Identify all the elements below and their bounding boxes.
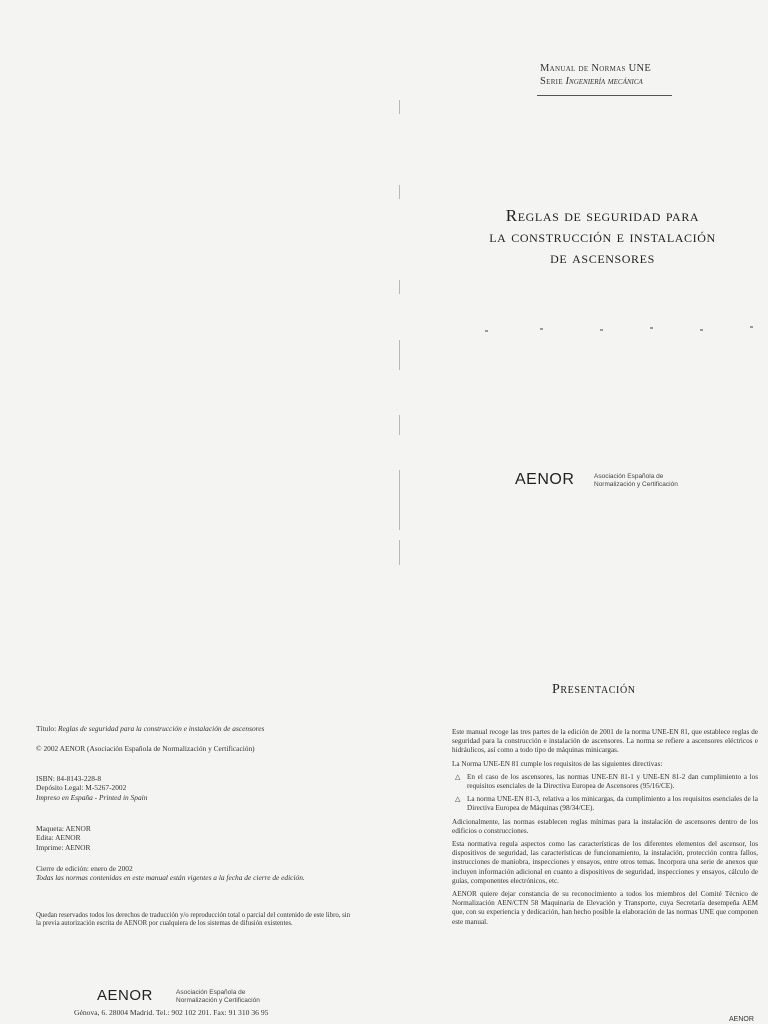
bullet-item xyxy=(452,795,758,813)
scan-speck xyxy=(750,326,753,328)
scan-speck xyxy=(600,329,603,331)
bullet-icon: △ xyxy=(455,795,461,804)
printed-in: Impreso en España - Printed in Spain xyxy=(36,792,148,802)
paragraph: La Norma UNE-EN 81 cumple los requisitos de las siguientes directivas: xyxy=(452,759,663,768)
series-line-2 xyxy=(540,75,651,88)
paragraph: Este manual recoge las tres partes de la edición de 2001 de la norma UNE-EN 81, que establece reglas de seguridad para la construcción e instalación de ascensores. La norma se refiere a ascensores eléctricos e hidráulicos, así como a todo tipo de máquinas minicargas. xyxy=(452,728,758,755)
series-divider xyxy=(537,95,672,96)
credit-imprime: Imprime: AENOR xyxy=(36,842,91,852)
bullet-icon: △ xyxy=(455,772,461,781)
colophon-title-value: Reglas de seguridad para la construcción e instalación de ascensores xyxy=(57,724,265,733)
scan-speck xyxy=(540,328,543,330)
book-title-line-3: de ascensores xyxy=(550,248,655,267)
copyright-line: © 2002 AENOR (Asociación Española de Normalización y Certificación) xyxy=(36,744,255,753)
edition-close xyxy=(36,864,366,883)
book-title-line-1: Reglas de seguridad para xyxy=(505,206,700,225)
publisher-sub2-right: Normalización y Certificación xyxy=(594,480,678,488)
paragraph: AENOR quiere dejar constancia de su reconocimiento a todos los miembros del Comité Técnico de Normalización AEN/CTN 58 Maquinaria de Elevación y Transporte, cuya Secretaría desempeña AEM que, con su experiencia y dedicación, han hecho posible la elaboración de las normas UNE que componen este manual. xyxy=(452,890,758,926)
credits xyxy=(36,824,91,852)
corner-publisher-mark: AENOR xyxy=(729,1016,754,1023)
colophon-title xyxy=(36,724,366,733)
edition-close-note: Todas las normas contenidas en este manual están vigentes a la fecha de cierre de edición. xyxy=(36,873,305,883)
publisher-sub1-left: Asociación Española de xyxy=(176,989,246,996)
series-header xyxy=(540,62,651,88)
book-title xyxy=(455,205,750,268)
credit-edita: Edita: AENOR xyxy=(36,833,81,843)
colophon-title-label: Título: xyxy=(36,724,57,733)
book-title-line-2: la construcción e instalación xyxy=(489,227,716,246)
scan-speck xyxy=(485,330,488,332)
publisher-address: Génova, 6. 28004 Madrid. Tel.: 902 102 201. Fax: 91 310 36 95 xyxy=(74,1008,269,1017)
series-line-1: Manual de Normas UNE xyxy=(540,63,652,74)
paragraph: Adicionalmente, las normas establecen reglas mínimas para la instalación de ascensores dentro de los edificios o construcciones. xyxy=(452,817,758,835)
presentation-body xyxy=(452,728,758,931)
rights-notice: Quedan reservados todos los derechos de traducción y/o reproducción total o parcial del contenido de este libro, sin la previa autorización escrita de AENOR por cualquiera de los sistemas de difusión existentes. xyxy=(36,912,351,928)
publisher-subtitle-left xyxy=(176,989,260,1004)
isbn: ISBN: 84-8143-228-8 xyxy=(36,774,102,783)
legal-deposit: Depósito Legal: M-5267-2002 xyxy=(36,783,127,793)
publication-info xyxy=(36,774,147,802)
credit-maqueta: Maqueta: AENOR xyxy=(36,824,91,833)
bullet-item xyxy=(452,773,758,791)
series-prefix: Serie xyxy=(540,76,563,87)
publisher-sub2-left: Normalización y Certificación xyxy=(176,996,260,1004)
publisher-logo-left: AENOR xyxy=(97,987,153,1004)
scan-speck xyxy=(650,327,653,329)
publisher-sub1-right: Asociación Española de xyxy=(594,473,664,480)
scan-speck xyxy=(700,329,703,331)
bullet-text: En el caso de los ascensores, las normas UNE-EN 81-1 y UNE-EN 81-2 dan cumplimiento a los requisitos esenciales de la Directiva Europea de Ascensores (95/16/CE). xyxy=(467,772,758,791)
bullet-text: La norma UNE-EN 81-3, relativa a los minicargas, da cumplimiento a los requisitos esenciales de la Directiva Europea de Máquinas (98/34/CE). xyxy=(467,795,758,813)
publisher-subtitle-right xyxy=(594,473,678,488)
publisher-logo-right: AENOR xyxy=(515,471,575,488)
presentation-heading: Presentación xyxy=(552,682,636,697)
edition-close-date: Cierre de edición: enero de 2002 xyxy=(36,864,133,873)
series-name: Ingeniería mecánica xyxy=(565,76,643,87)
paragraph: Esta normativa regula aspectos como las características de los diferentes elementos del ascensor, los dispositivos de seguridad, las características de funcionamiento, la instalación, protección contra fallos, instrucciones de maniobra, inspecciones y ensayos, entre otros temas. Incorpora una serie de anexos que incluyen información adicional en cuanto a dispositivos de seguridad, inspecciones y ensayos, cálculo de guías, componentes electrónicos, etc. xyxy=(452,840,758,885)
